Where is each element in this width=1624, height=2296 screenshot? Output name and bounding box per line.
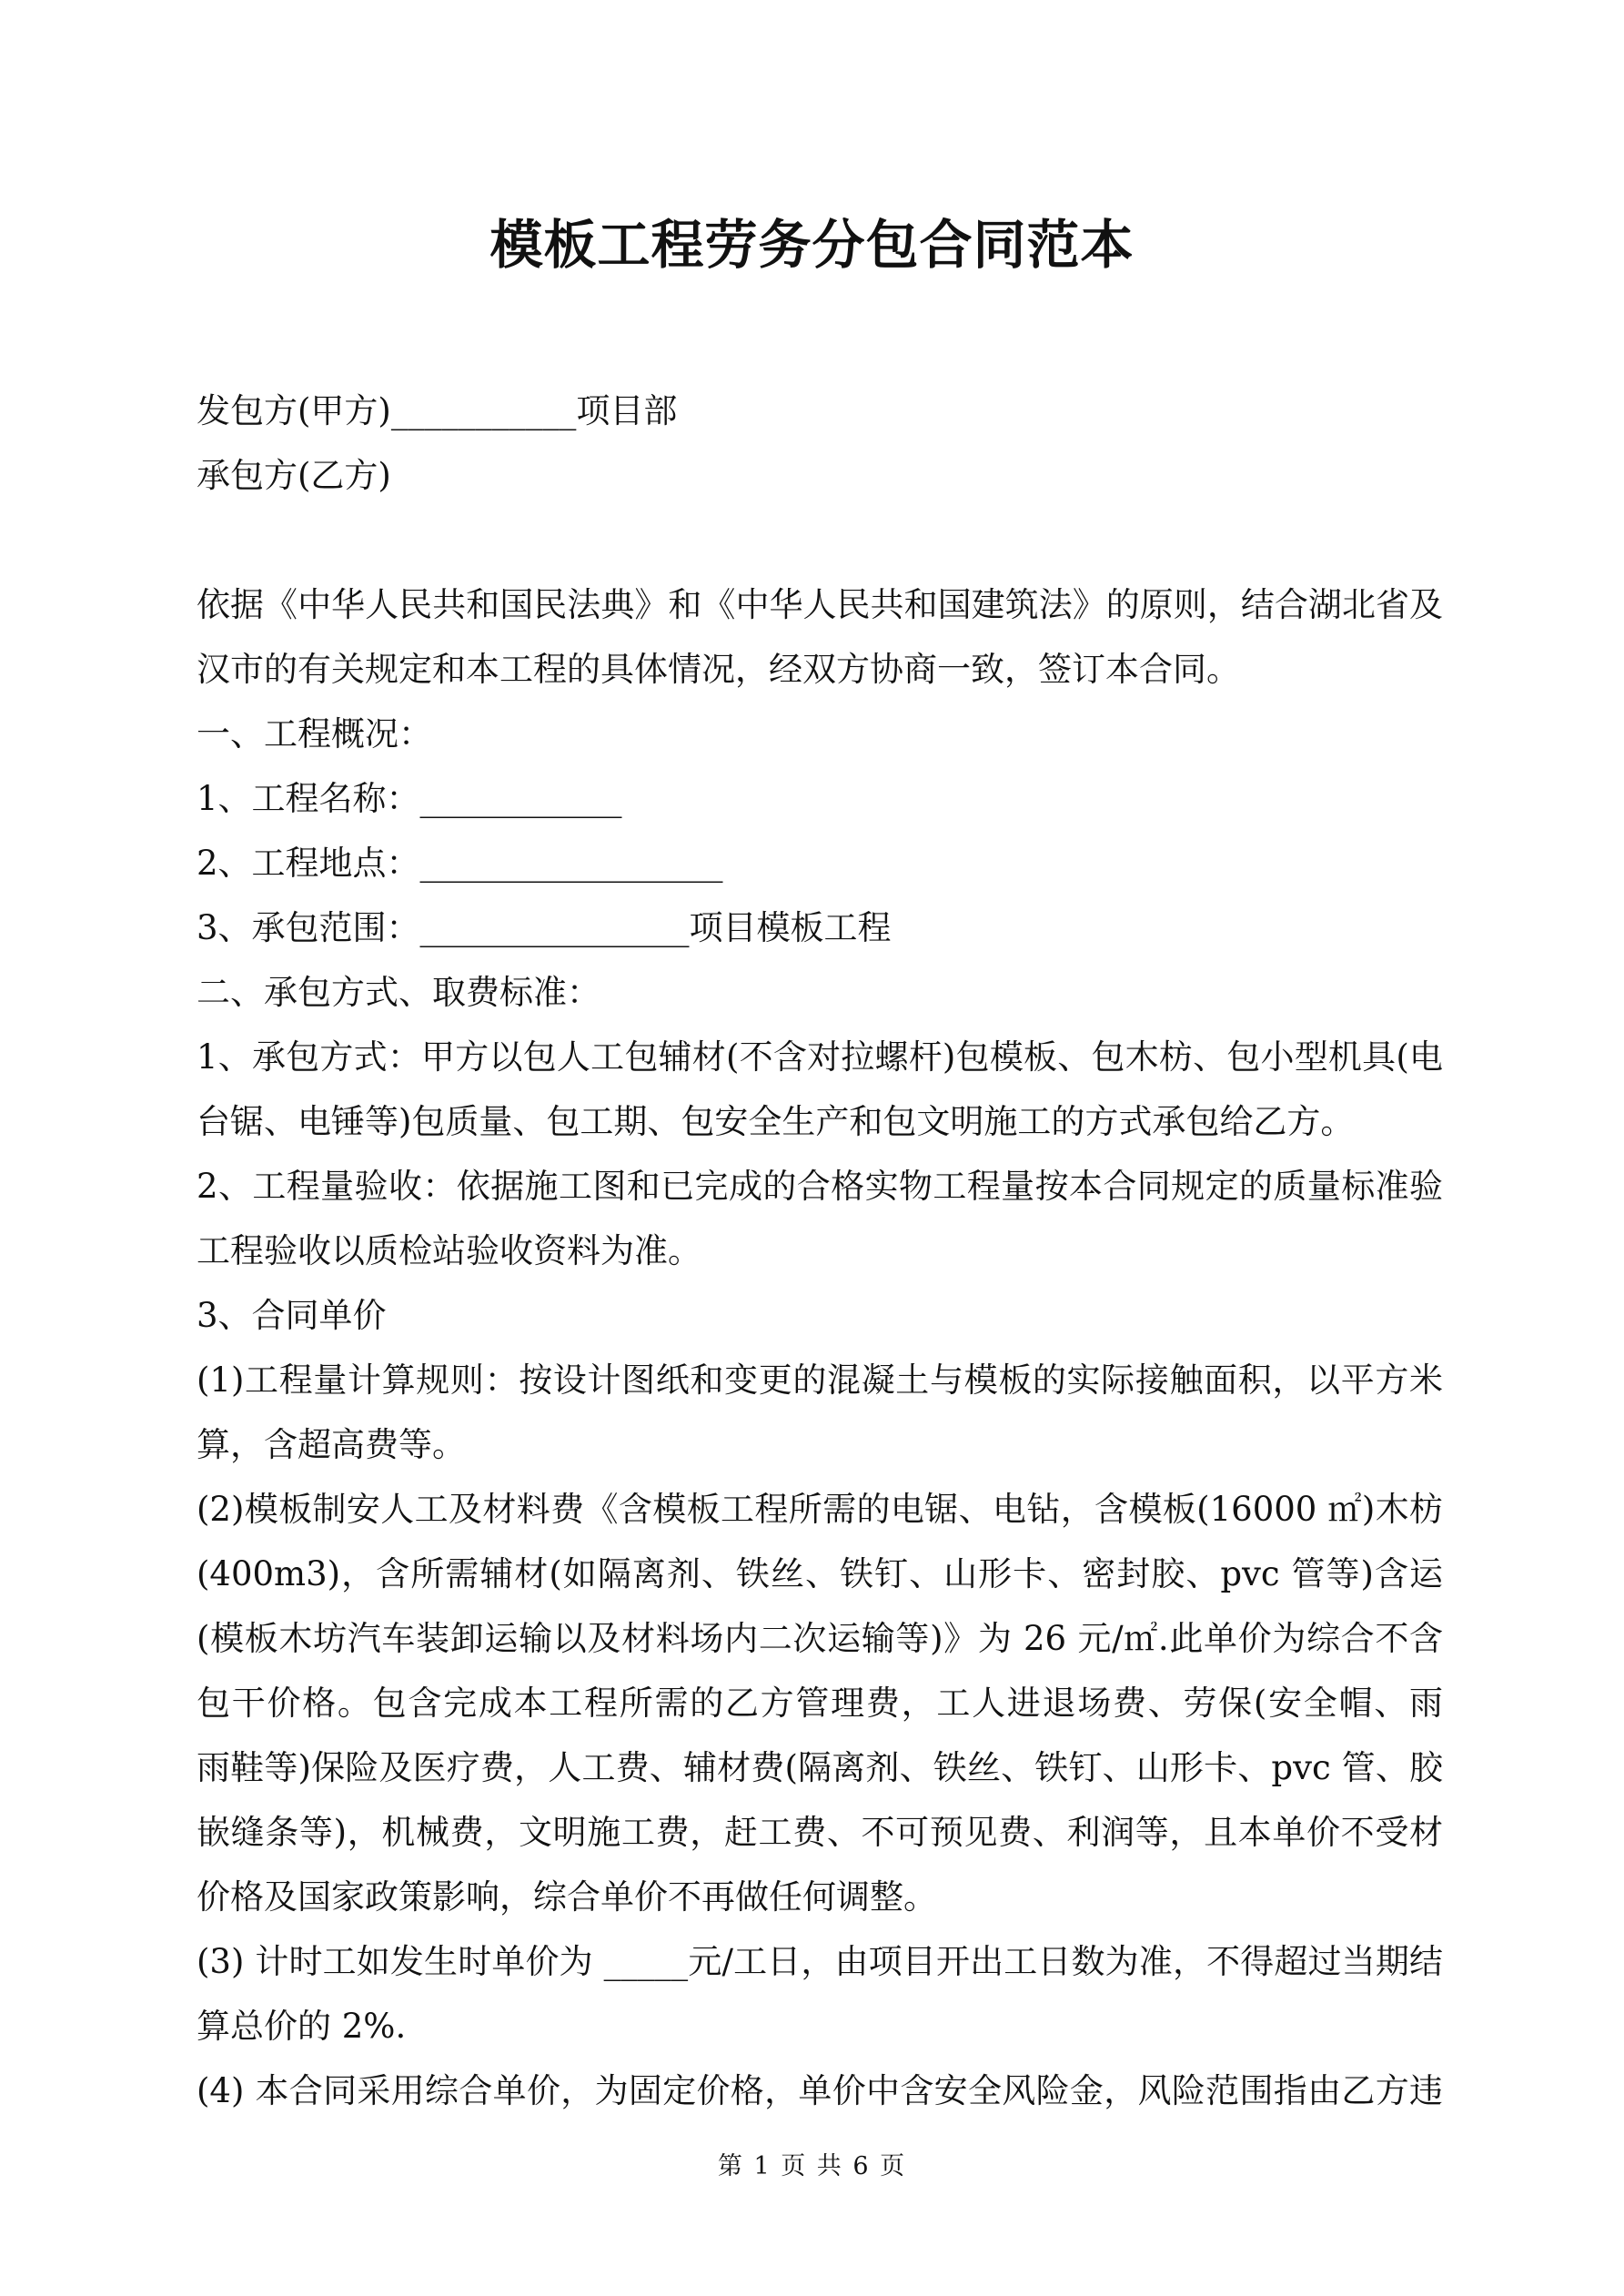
text-line: 算，含超高费等。	[197, 1425, 466, 1464]
text-line: 2、工程地点：__________________	[197, 844, 723, 883]
text-line: 2、工程量验收：依据施工图和已完成的合格实物工程量按本合同规定的质量标准验	[197, 1167, 1443, 1206]
text-line: 3、合同单价	[197, 1296, 387, 1335]
page-footer: 第 1 页 共 6 页	[717, 2152, 907, 2180]
text-line: 汉市的有关规定和本工程的具体情况，经双方协商一致，签订本合同。	[197, 650, 1240, 689]
text-line: (1)工程量计算规则：按设计图纸和变更的混凝土与模板的实际接触面积，以平方米	[197, 1360, 1443, 1400]
text-line: 一、工程概况：	[197, 714, 432, 754]
text-line: 台锯、电锤等)包质量、包工期、包安全生产和包文明施工的方式承包给乙方。	[197, 1102, 1355, 1141]
text-line	[197, 508, 1443, 572]
text-line: (400m3)，含所需辅材(如隔离剂、铁丝、铁钉、山形卡、密封胶、pvc 管等)含运	[197, 1554, 1443, 1593]
document-body	[197, 379, 1443, 2123]
text-line: 依据《中华人民共和国民法典》和《中华人民共和国建筑法》的原则，结合湖北省及	[197, 585, 1443, 624]
text-line: 包干价格。包含完成本工程所需的乙方管理费，工人进退场费、劳保(安全帽、雨	[197, 1684, 1443, 1723]
text-line: 算总价的 2%.	[197, 2007, 407, 2046]
text-line: 承包方(乙方)	[197, 456, 391, 495]
text-line: 二、承包方式、取费标准：	[197, 973, 600, 1012]
text-line: 1、工程名称：____________	[197, 779, 622, 818]
text-line: (3) 计时工如发生时单价为 _____元/工日，由项目开出工日数为准，不得超过当期结	[197, 1942, 1443, 1981]
text-line: 3、承包范围：________________项目模板工程	[197, 908, 892, 947]
text-line: 发包方(甲方)___________项目部	[197, 391, 678, 430]
document-title: 模板工程劳务分包合同范本	[489, 214, 1135, 276]
text-line: 1、承包方式：甲方以包人工包辅材(不含对拉螺杆)包模板、包木枋、包小型机具(电	[197, 1037, 1443, 1077]
text-line: (4) 本合同采用综合单价，为固定价格，单价中含安全风险金，风险范围指由乙方违	[197, 2071, 1443, 2110]
text-line: 嵌缝条等)，机械费，文明施工费，赶工费、不可预见费、利润等，且本单价不受材	[197, 1813, 1443, 1852]
text-line: 工程验收以质检站验收资料为准。	[197, 1231, 701, 1270]
text-line: (模板木坊汽车装卸运输以及材料场内二次运输等)》为 26 元/㎡.此单价为综合不含	[197, 1619, 1443, 1658]
text-line: 价格及国家政策影响，综合单价不再做任何调整。	[197, 1877, 937, 1917]
text-line: (2)模板制安人工及材料费《含模板工程所需的电锯、电钻，含模板(16000 ㎡)木枋	[197, 1490, 1443, 1529]
text-line: 雨鞋等)保险及医疗费，人工费、辅材费(隔离剂、铁丝、铁钉、山形卡、pvc 管、胶	[197, 1748, 1443, 1787]
